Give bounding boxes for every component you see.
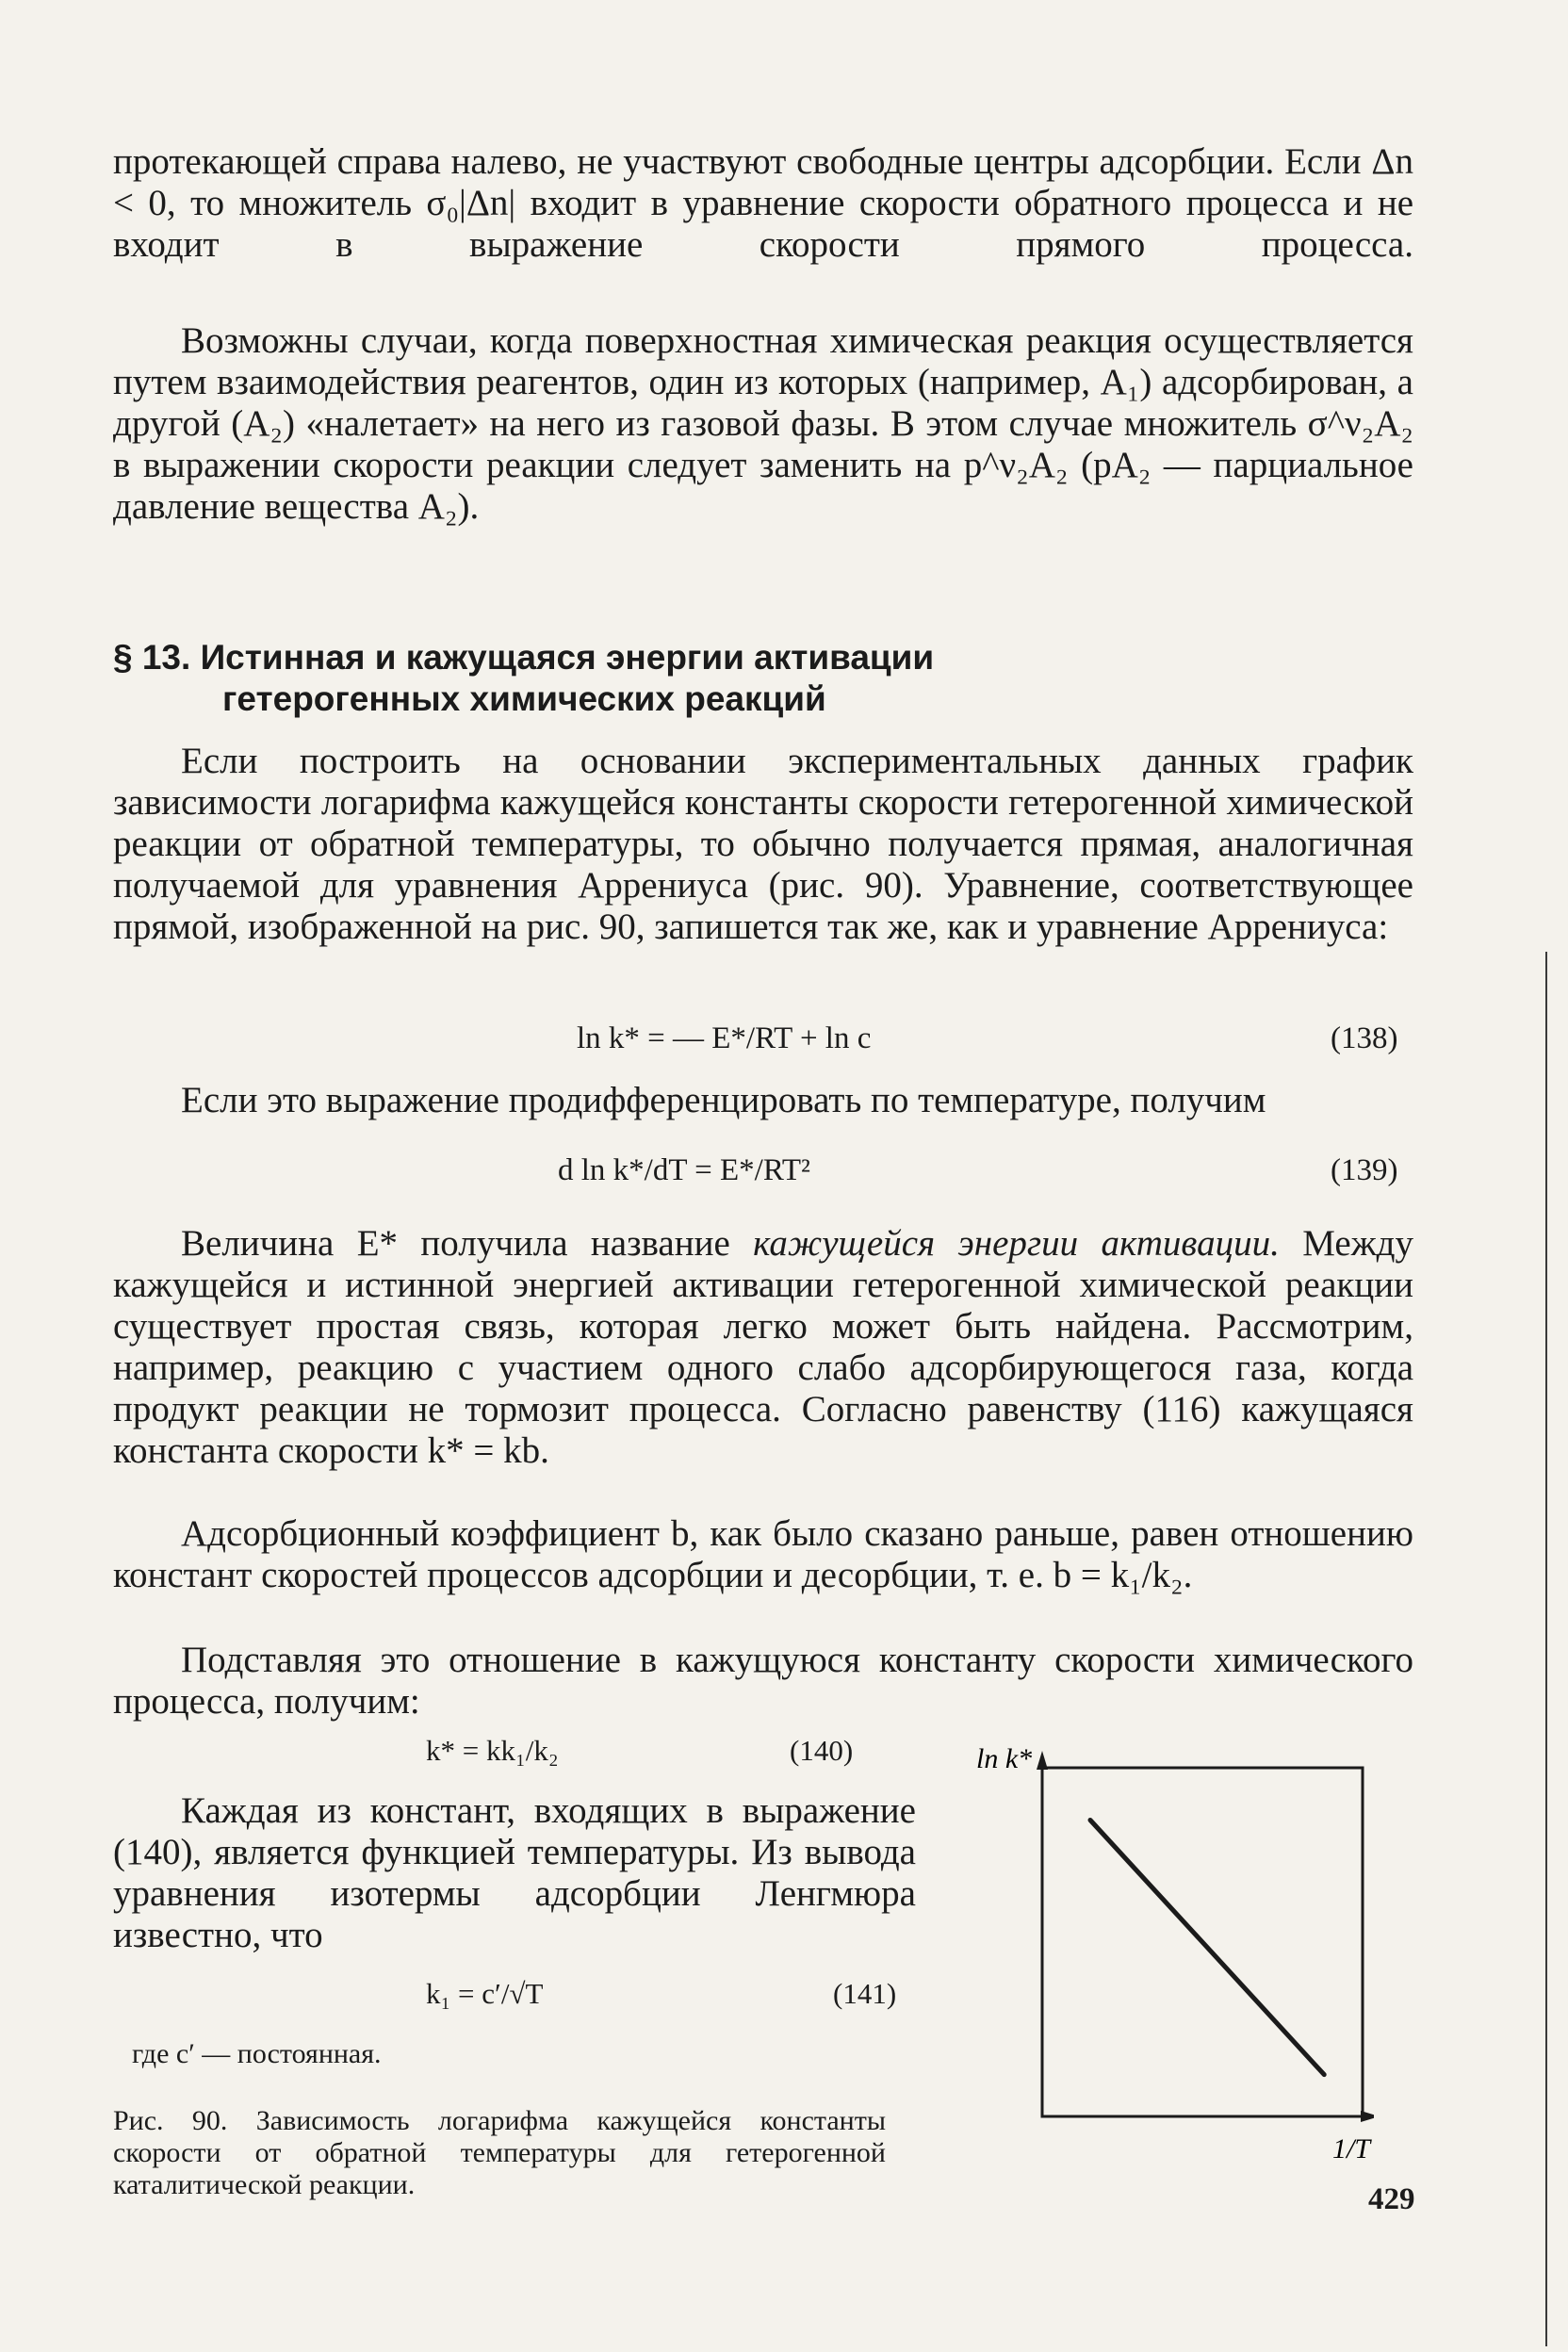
- text-run: Между кажущейся и истинной энергией активации гетерогенной химической реакции существует простая связь, которая легко может быть найдена. Рассмотрим, например, реакцию с участием одного слабо адсорбирующегося газа, когда продукт реакции не тормозит процесса. Согласно равенству (116) кажущаяся константа скорости k* = kb.: [113, 1223, 1413, 1471]
- paragraph-substitute: Подставляя это отношение в кажущуюся константу скорости химического процесса, получим:: [113, 1640, 1413, 1722]
- equation-139: d ln k*/dT = E*/RT²: [558, 1153, 810, 1187]
- figure-90-chart: [959, 1738, 1374, 2171]
- figure-caption: Рис. 90. Зависимость логарифма кажущейся константы скорости от обратной температуры для гетерогенной каталитической реакции.: [113, 2105, 886, 2200]
- equation-141-number: (141): [833, 1977, 897, 2010]
- equation-140-number: (140): [790, 1734, 854, 1767]
- scan-edge-line: [1545, 952, 1547, 2346]
- y-axis-arrow: [1037, 1751, 1048, 1770]
- y-axis-label: ln k*: [976, 1743, 1033, 1774]
- equation-141: k₁ = c′/√T: [426, 1977, 544, 2010]
- equation-140: k* = kk₁/k₂: [426, 1734, 559, 1767]
- x-axis-label: 1/T: [1332, 2133, 1371, 2164]
- paragraph-adsorption-coefficient: Адсорбционный коэффициент b, как было сказано раньше, равен отношению констант скоростей процессов адсорбции и десорбции, т. е. b = k₁/k₂.: [113, 1513, 1413, 1595]
- section-number: § 13.: [113, 638, 191, 677]
- page-number: 429: [1368, 2182, 1415, 2216]
- paragraph-temperature-functions: Каждая из констант, входящих в выражение (140), является функцией температуры. Из вывода уравнения изотермы адсорбции Ленгмюра известно, что: [113, 1790, 916, 1955]
- section-title-line2: гетерогенных химических реакций: [222, 679, 826, 718]
- section-title-line1: Истинная и кажущаяся энергии активации: [200, 638, 935, 677]
- x-axis-arrow: [1361, 2111, 1374, 2122]
- equation-138: ln k* = — E*/RT + ln c: [577, 1021, 872, 1055]
- section-heading: [113, 637, 1244, 720]
- chart-series-line: [1090, 1821, 1324, 2075]
- equation-138-number: (138): [1331, 1021, 1398, 1055]
- paragraph-continuation: протекающей справа налево, не участвуют свободные центры адсорбции. Если Δn < 0, то множитель σ₀|Δn| входит в уравнение скорости обратного процесса и не входит в выражение скорости прямого процесса.: [113, 141, 1413, 265]
- paragraph-apparent-energy: [113, 1223, 1413, 1472]
- paragraph-differentiate: Если это выражение продифференцировать по температуре, получим: [181, 1080, 1266, 1120]
- emphasized-term: кажущейся энергии активации.: [753, 1223, 1280, 1264]
- where-note: где c′ — постоянная.: [132, 2038, 382, 2069]
- paragraph-surface-reaction: Возможны случаи, когда поверхностная химическая реакция осуществляется путем взаимодействия реагентов, один из которых (например, A₁) адсорбирован, а другой (A₂) «налетает» на него из газовой фазы. В этом случае множитель σ^ν₂A₂ в выражении скорости реакции следует заменить на p^ν₂A₂ (pA₂ — парциальное давление вещества A₂).: [113, 320, 1413, 527]
- text-run: Величина E* получила название: [181, 1223, 754, 1264]
- equation-139-number: (139): [1331, 1153, 1398, 1187]
- paragraph-arrhenius-intro: Если построить на основании экспериментальных данных график зависимости логарифма кажущейся константы скорости гетерогенной химической реакции от обратной температуры, то обычно получается прямая, аналогичная получаемой для уравнения Аррениуса (рис. 90). Уравнение, соответствующее прямой, изображенной на рис. 90, запишется так же, как и уравнение Аррениуса:: [113, 741, 1413, 947]
